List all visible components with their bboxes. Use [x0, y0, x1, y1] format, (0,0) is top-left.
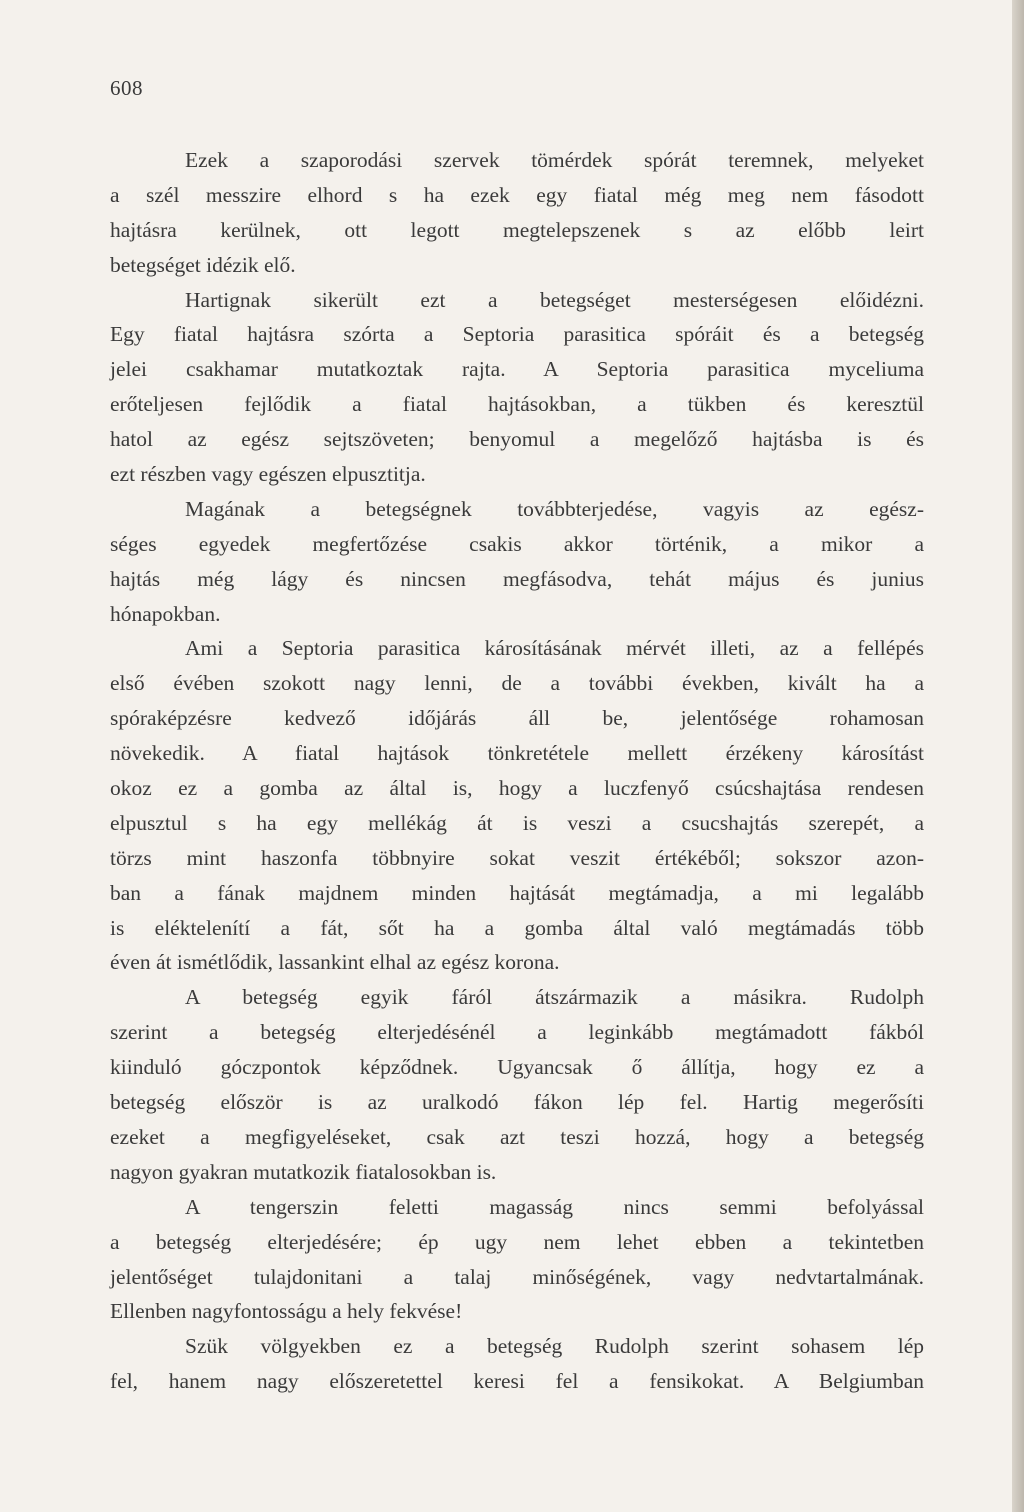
text-line: Ezek a szaporodási szervek tömérdek spórát teremnek, melyeket	[185, 148, 924, 172]
text-line: séges egyedek megfertőzése csakis akkor történik, a mikor a	[110, 531, 924, 556]
text-line: törzs mint haszonfa többnyire sokat veszit értékéből; sokszor azon-	[110, 845, 924, 870]
text-line: szerint a betegség elterjedésénél a leginkább megtámadott fákból	[110, 1020, 924, 1045]
text-line: nagyon gyakran mutatkozik fiatalosokban is.	[110, 1159, 497, 1184]
text-line: ezt részben vagy egészen elpusztitja.	[110, 462, 426, 487]
text-line: betegség először is az uralkodó fákon lép fel. Hartig megerősíti	[110, 1090, 924, 1115]
text-line: A betegség egyik fáról átszármazik a másikra. Rudolph	[185, 985, 924, 1010]
text-line: a szél messzire elhord s ha ezek egy fiatal még meg nem fásodott	[110, 182, 924, 207]
text-line: ezeket a megfigyeléseket, csak azt teszi hozzá, hogy a betegség	[110, 1124, 924, 1149]
text-line: hajtás még lágy és nincsen megfásodva, tehát május és junius	[110, 566, 924, 591]
text-line: jelentőséget tulajdonitani a talaj minőségének, vagy nedvtartalmának.	[110, 1264, 924, 1289]
text-line: is eléktelenítí a fát, sőt ha a gomba által való megtámadás több	[110, 915, 924, 940]
text-line: hatol az egész sejtszöveten; benyomul a megelőző hajtásba is és	[110, 427, 924, 452]
text-line: Ami a Septoria parasitica károsításának mérvét illeti, az a fellépés	[185, 636, 924, 661]
page-number: 608	[110, 76, 143, 100]
page-edge	[1012, 0, 1024, 1512]
text-line: betegséget idézik elő.	[110, 252, 296, 277]
text-line: éven át ismétlődik, lassankint elhal az egész korona.	[110, 950, 560, 975]
text-line: növekedik. A fiatal hajtások tönkretétele mellett érzékeny károsítást	[110, 741, 924, 766]
text-line: első évében szokott nagy lenni, de a további években, kivált ha a	[110, 671, 924, 696]
text-line: spóraképzésre kedvező időjárás áll be, jelentősége rohamosan	[110, 706, 924, 731]
text-line: jelei csakhamar mutatkoztak rajta. A Septoria parasitica myceliuma	[110, 357, 924, 382]
text-line: A tengerszin feletti magasság nincs semmi befolyással	[185, 1194, 924, 1219]
text-line: elpusztul s ha egy mellékág át is veszi a csucshajtás szerepét, a	[110, 810, 924, 835]
text-line: Ellenben nagyfontosságu a hely fekvése!	[110, 1299, 463, 1324]
body-text	[110, 143, 924, 1399]
text-line: Hartignak sikerült ezt a betegséget mesterségesen előidézni.	[185, 287, 924, 312]
text-line: Egy fiatal hajtásra szórta a Septoria parasitica spóráit és a betegség	[110, 322, 924, 347]
text-line: a betegség elterjedésére; ép ugy nem lehet ebben a tekintetben	[110, 1229, 924, 1254]
text-line: ban a fának majdnem minden hajtását megtámadja, a mi legalább	[110, 880, 924, 905]
text-line: kiinduló góczpontok képződnek. Ugyancsak ő állítja, hogy ez a	[110, 1055, 924, 1080]
text-line: hajtásra kerülnek, ott legott megtelepszenek s az előbb leirt	[110, 217, 924, 242]
text-line: hónapokban.	[110, 601, 221, 626]
text-line: Szük völgyekben ez a betegség Rudolph szerint sohasem lép	[185, 1334, 924, 1359]
text-line: okoz ez a gomba az által is, hogy a luczfenyő csúcshajtása rendesen	[110, 776, 924, 801]
text-line: fel, hanem nagy előszeretettel keresi fel a fensikokat. A Belgiumban	[110, 1369, 924, 1394]
text-line: Magának a betegségnek továbbterjedése, vagyis az egész-	[185, 496, 924, 521]
text-line: erőteljesen fejlődik a fiatal hajtásokban, a tükben és keresztül	[110, 392, 924, 417]
